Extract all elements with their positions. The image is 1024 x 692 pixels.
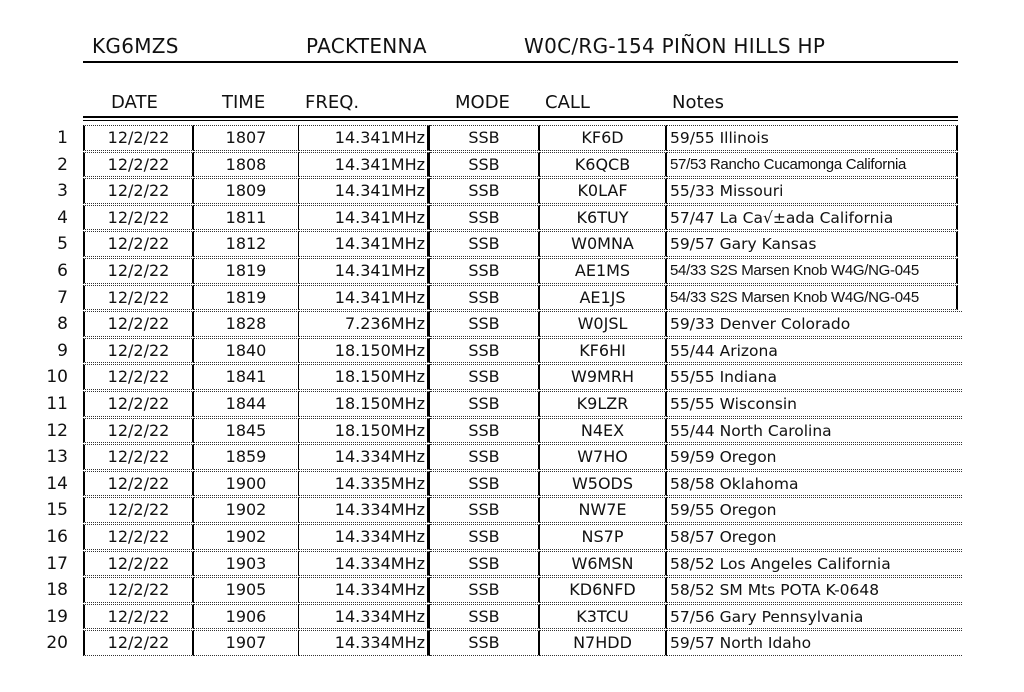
notes-cell: 59/55 Oregon [667, 497, 962, 523]
freq-cell: 7.236MHz [299, 311, 430, 337]
column-header-notes: Notes [672, 92, 724, 113]
column-header-freq: FREQ. [305, 92, 360, 113]
date-cell: 12/2/22 [83, 178, 194, 204]
table-row [0, 471, 1024, 498]
table-row [0, 391, 1024, 418]
notes-cell: 59/55 Illinois [667, 125, 958, 151]
notes-cell: 55/55 Wisconsin [667, 391, 962, 417]
date-cell: 12/2/22 [83, 364, 194, 390]
table-row [0, 152, 1024, 179]
freq-cell: 14.341MHz [299, 178, 430, 204]
call-cell: W9MRH [540, 364, 667, 390]
table-row [0, 258, 1024, 285]
call-cell: W0JSL [540, 311, 667, 337]
table-row [0, 285, 1024, 312]
freq-cell: 18.150MHz [299, 364, 430, 390]
date-cell: 12/2/22 [83, 551, 194, 577]
mode-cell: SSB [430, 125, 540, 151]
freq-cell: 18.150MHz [299, 418, 430, 444]
row-number: 5 [57, 234, 68, 255]
mode-cell: SSB [430, 604, 540, 630]
table-row [0, 205, 1024, 232]
call-cell: W6MSN [540, 551, 667, 577]
row-number: 6 [57, 260, 68, 281]
row-number: 11 [46, 393, 68, 414]
time-cell: 1819 [194, 285, 299, 311]
mode-cell: SSB [430, 391, 540, 417]
notes-cell: 59/57 North Idaho [667, 630, 962, 656]
mode-cell: SSB [430, 630, 540, 656]
freq-cell: 14.341MHz [299, 205, 430, 231]
mode-cell: SSB [430, 338, 540, 364]
row-number: 9 [57, 340, 68, 361]
date-cell: 12/2/22 [83, 285, 194, 311]
freq-cell: 14.334MHz [299, 524, 430, 550]
log-table [0, 125, 1024, 657]
call-cell: KF6D [540, 125, 667, 151]
mode-cell: SSB [430, 258, 540, 284]
table-row [0, 630, 1024, 657]
operator-callsign: KG6MZS [92, 34, 179, 58]
column-header-mode: MODE [455, 92, 510, 113]
time-cell: 1841 [194, 364, 299, 390]
call-cell: AE1MS [540, 258, 667, 284]
time-cell: 1902 [194, 524, 299, 550]
summit-reference: W0C/RG-154 PIÑON HILLS HP [524, 34, 826, 58]
call-cell: K6QCB [540, 152, 667, 178]
date-cell: 12/2/22 [83, 231, 194, 257]
call-cell: NW7E [540, 497, 667, 523]
table-row [0, 497, 1024, 524]
mode-cell: SSB [430, 524, 540, 550]
table-row [0, 231, 1024, 258]
date-cell: 12/2/22 [83, 152, 194, 178]
mode-cell: SSB [430, 444, 540, 470]
notes-cell: 57/56 Gary Pennsylvania [667, 604, 962, 630]
notes-cell: 59/59 Oregon [667, 444, 962, 470]
notes-cell: 54/33 S2S Marsen Knob W4G/NG-045 [667, 285, 958, 311]
row-number: 17 [46, 553, 68, 574]
mode-cell: SSB [430, 497, 540, 523]
row-number: 18 [46, 580, 68, 601]
call-cell: K3TCU [540, 604, 667, 630]
freq-cell: 14.334MHz [299, 630, 430, 656]
notes-cell: 55/55 Indiana [667, 364, 962, 390]
date-cell: 12/2/22 [83, 604, 194, 630]
table-row [0, 311, 1024, 338]
date-cell: 12/2/22 [83, 630, 194, 656]
call-cell: AE1JS [540, 285, 667, 311]
date-cell: 12/2/22 [83, 444, 194, 470]
row-number: 20 [46, 633, 68, 654]
time-cell: 1905 [194, 577, 299, 603]
column-header-call: CALL [545, 92, 590, 113]
time-cell: 1809 [194, 178, 299, 204]
antenna-title: PACKTENNA [306, 34, 427, 58]
time-cell: 1808 [194, 152, 299, 178]
mode-cell: SSB [430, 205, 540, 231]
row-number: 1 [57, 128, 68, 148]
table-row [0, 125, 1024, 152]
notes-cell: 55/44 Arizona [667, 338, 962, 364]
date-cell: 12/2/22 [83, 125, 194, 151]
notes-cell: 58/52 Los Angeles California [667, 551, 962, 577]
mode-cell: SSB [430, 471, 540, 497]
date-cell: 12/2/22 [83, 471, 194, 497]
column-header-date: DATE [111, 92, 158, 113]
freq-cell: 18.150MHz [299, 338, 430, 364]
freq-cell: 14.341MHz [299, 231, 430, 257]
row-number: 12 [46, 420, 68, 441]
notes-cell: 59/33 Denver Colorado [667, 311, 962, 337]
time-cell: 1807 [194, 125, 299, 151]
freq-cell: 14.341MHz [299, 125, 430, 151]
notes-cell: 57/53 Rancho Cucamonga California [667, 152, 958, 178]
row-number: 14 [46, 473, 68, 494]
call-cell: W7HO [540, 444, 667, 470]
freq-cell: 18.150MHz [299, 391, 430, 417]
notes-cell: 58/52 SM Mts POTA K-0648 [667, 577, 962, 603]
row-number: 13 [46, 447, 68, 468]
freq-cell: 14.341MHz [299, 258, 430, 284]
row-number: 7 [57, 287, 68, 308]
header-rule [83, 61, 958, 63]
call-cell: K9LZR [540, 391, 667, 417]
time-cell: 1903 [194, 551, 299, 577]
time-cell: 1906 [194, 604, 299, 630]
call-cell: KF6HI [540, 338, 667, 364]
time-cell: 1812 [194, 231, 299, 257]
mode-cell: SSB [430, 152, 540, 178]
date-cell: 12/2/22 [83, 418, 194, 444]
freq-cell: 14.335MHz [299, 471, 430, 497]
time-cell: 1844 [194, 391, 299, 417]
table-row [0, 338, 1024, 365]
column-header-rule [83, 116, 958, 118]
table-row [0, 524, 1024, 551]
freq-cell: 14.334MHz [299, 551, 430, 577]
date-cell: 12/2/22 [83, 524, 194, 550]
call-cell: N4EX [540, 418, 667, 444]
row-number: 4 [57, 207, 68, 228]
notes-cell: 55/33 Missouri [667, 178, 958, 204]
call-cell: KD6NFD [540, 577, 667, 603]
date-cell: 12/2/22 [83, 258, 194, 284]
mode-cell: SSB [430, 285, 540, 311]
row-number: 8 [57, 314, 68, 335]
row-number: 10 [46, 367, 68, 388]
table-row [0, 418, 1024, 445]
notes-cell: 59/57 Gary Kansas [667, 231, 958, 257]
column-header-rule-thin [83, 120, 958, 121]
row-number: 3 [57, 181, 68, 202]
table-row [0, 604, 1024, 631]
notes-cell: 58/57 Oregon [667, 524, 962, 550]
date-cell: 12/2/22 [83, 311, 194, 337]
mode-cell: SSB [430, 364, 540, 390]
notes-cell: 58/58 Oklahoma [667, 471, 962, 497]
row-number: 15 [46, 500, 68, 521]
call-cell: K0LAF [540, 178, 667, 204]
call-cell: N7HDD [540, 630, 667, 656]
notes-cell: 55/44 North Carolina [667, 418, 962, 444]
date-cell: 12/2/22 [83, 205, 194, 231]
freq-cell: 14.334MHz [299, 577, 430, 603]
row-number: 19 [46, 606, 68, 627]
date-cell: 12/2/22 [83, 338, 194, 364]
freq-cell: 14.341MHz [299, 152, 430, 178]
mode-cell: SSB [430, 418, 540, 444]
freq-cell: 14.334MHz [299, 497, 430, 523]
freq-cell: 14.334MHz [299, 444, 430, 470]
row-number: 2 [57, 154, 68, 175]
row-number: 16 [46, 526, 68, 547]
time-cell: 1900 [194, 471, 299, 497]
time-cell: 1811 [194, 205, 299, 231]
freq-cell: 14.334MHz [299, 604, 430, 630]
date-cell: 12/2/22 [83, 391, 194, 417]
table-row [0, 364, 1024, 391]
mode-cell: SSB [430, 178, 540, 204]
time-cell: 1902 [194, 497, 299, 523]
time-cell: 1907 [194, 630, 299, 656]
time-cell: 1828 [194, 311, 299, 337]
table-row [0, 444, 1024, 471]
notes-cell: 57/47 La Ca√±ada California [667, 205, 958, 231]
freq-cell: 14.341MHz [299, 285, 430, 311]
notes-cell: 54/33 S2S Marsen Knob W4G/NG-045 [667, 258, 958, 284]
mode-cell: SSB [430, 231, 540, 257]
column-header-time: TIME [222, 92, 266, 113]
mode-cell: SSB [430, 551, 540, 577]
call-cell: NS7P [540, 524, 667, 550]
time-cell: 1840 [194, 338, 299, 364]
time-cell: 1819 [194, 258, 299, 284]
date-cell: 12/2/22 [83, 497, 194, 523]
date-cell: 12/2/22 [83, 577, 194, 603]
call-cell: W0MNA [540, 231, 667, 257]
table-row [0, 577, 1024, 604]
call-cell: K6TUY [540, 205, 667, 231]
time-cell: 1859 [194, 444, 299, 470]
call-cell: W5ODS [540, 471, 667, 497]
time-cell: 1845 [194, 418, 299, 444]
mode-cell: SSB [430, 577, 540, 603]
mode-cell: SSB [430, 311, 540, 337]
table-row [0, 551, 1024, 578]
table-row [0, 178, 1024, 205]
